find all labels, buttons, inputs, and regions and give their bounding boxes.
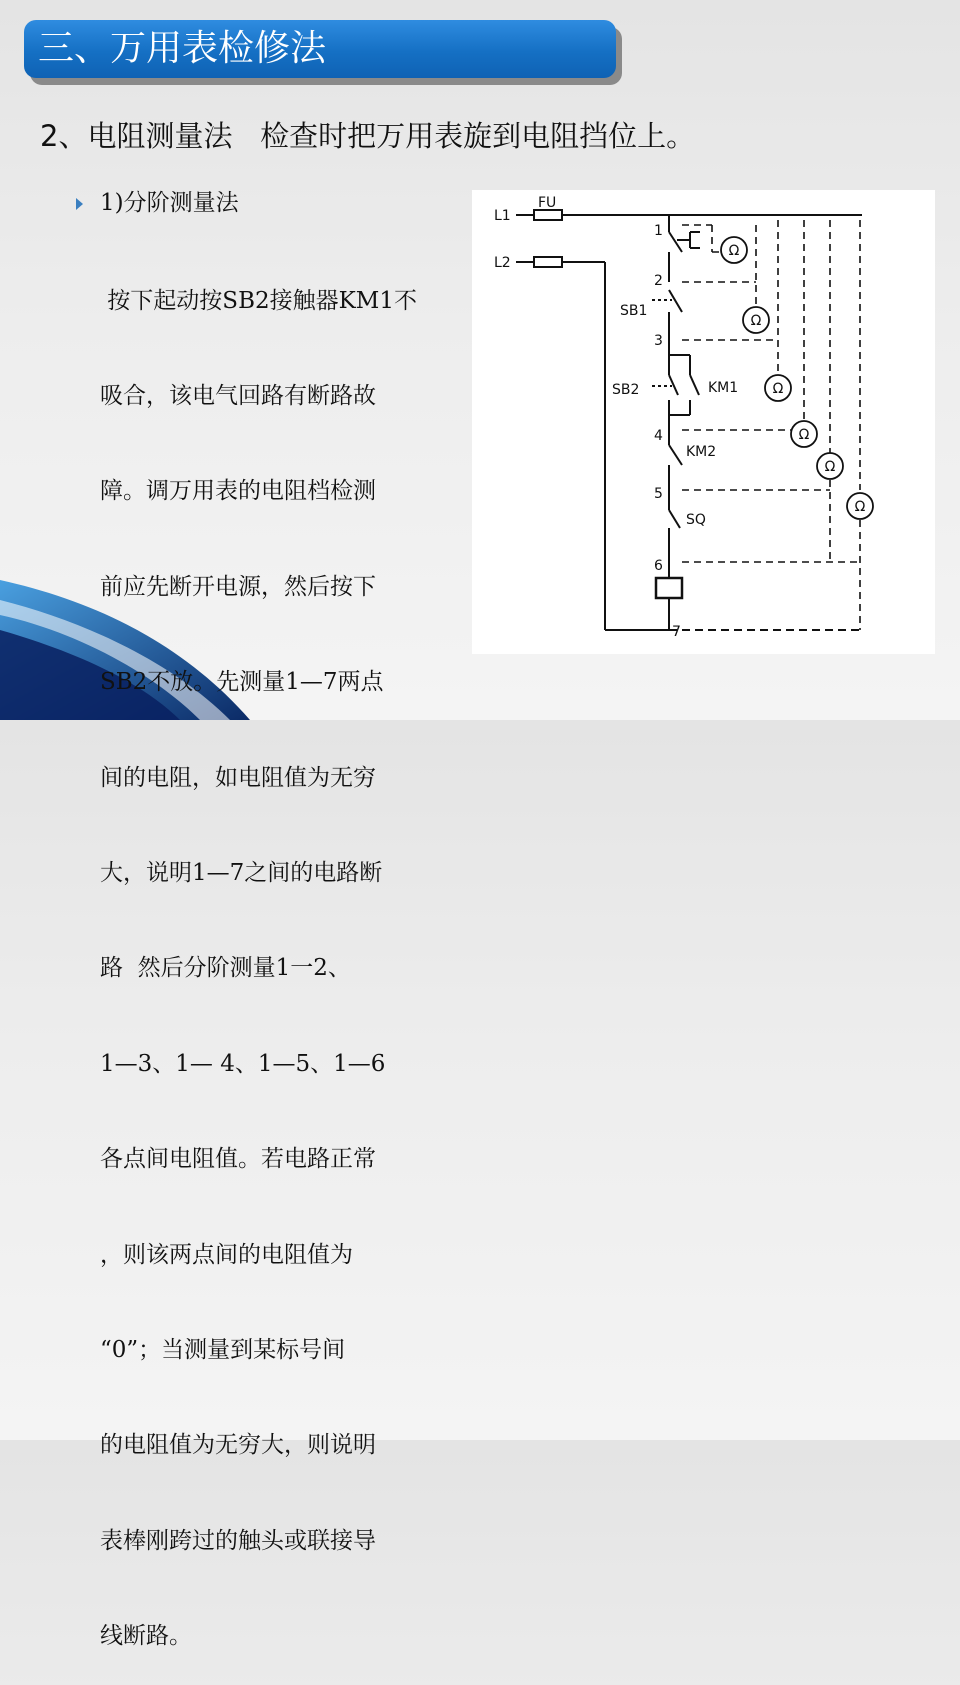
l2-label: L2 bbox=[494, 255, 511, 271]
body-line: 路 然后分阶测量1一2、 bbox=[100, 955, 351, 982]
body-line: 前应先断开电源，然后按下 bbox=[100, 573, 376, 600]
body-line: 线断路。 bbox=[100, 1623, 192, 1650]
body-line: SB2不放。先测量1—7两点 bbox=[100, 669, 384, 696]
ohm-meter-icon: Ω bbox=[854, 499, 866, 515]
ohm-meter-icon: Ω bbox=[728, 243, 740, 259]
sq-label: SQ bbox=[686, 512, 706, 528]
body-line: ，则该两点间的电阻值为 bbox=[100, 1241, 353, 1268]
slide-subtitle: 2、电阻测量法 检查时把万用表旋到电阻挡位上。 bbox=[40, 119, 696, 153]
fuse-label: FU bbox=[538, 195, 557, 211]
node-label: 5 bbox=[654, 486, 663, 502]
body-line: 间的电阻，如电阻值为无穷 bbox=[100, 764, 376, 791]
node-label: 7 bbox=[672, 624, 681, 640]
circuit-diagram bbox=[472, 190, 935, 654]
body-line: 的电阻值为无穷大，则说明 bbox=[100, 1432, 376, 1459]
body-line: 各点间电阻值。若电路正常 bbox=[100, 1146, 376, 1173]
ohm-meter-icon: Ω bbox=[824, 459, 836, 475]
body-line: “0”；当测量到某标号间 bbox=[100, 1336, 346, 1363]
circuit-diagram-svg bbox=[472, 190, 935, 654]
ohm-meter-icon: Ω bbox=[798, 427, 810, 443]
sb1-label: SB1 bbox=[620, 303, 648, 319]
sb2-label: SB2 bbox=[612, 382, 640, 398]
l1-label: L1 bbox=[494, 208, 511, 224]
node-label: 6 bbox=[654, 558, 663, 574]
km2-label: KM2 bbox=[686, 444, 717, 460]
section-body bbox=[100, 222, 460, 1685]
ohm-meter-icon: Ω bbox=[750, 313, 762, 329]
bullet-arrow-icon bbox=[76, 198, 83, 210]
body-line: 大，说明1—7之间的电路断 bbox=[100, 859, 383, 886]
node-label: 4 bbox=[654, 428, 663, 444]
node-label: 2 bbox=[654, 273, 663, 289]
ohm-meter-icon: Ω bbox=[772, 381, 784, 397]
node-label: 1 bbox=[654, 223, 663, 239]
node-label: 3 bbox=[654, 333, 663, 349]
body-line: 障。调万用表的电阻档检测 bbox=[100, 478, 376, 505]
body-line: 1—3、1— 4、1—5、1—6 bbox=[100, 1050, 386, 1077]
slide-title: 三、万用表检修法 bbox=[38, 28, 327, 69]
body-line: 按下起动按SB2接触器KM1不 bbox=[100, 287, 417, 314]
section-heading: 1)分阶测量法 bbox=[100, 190, 239, 216]
body-line: 表棒刚跨过的触头或联接导 bbox=[100, 1527, 376, 1554]
body-line: 吸合，该电气回路有断路故 bbox=[100, 382, 376, 409]
km1-label: KM1 bbox=[708, 380, 739, 396]
